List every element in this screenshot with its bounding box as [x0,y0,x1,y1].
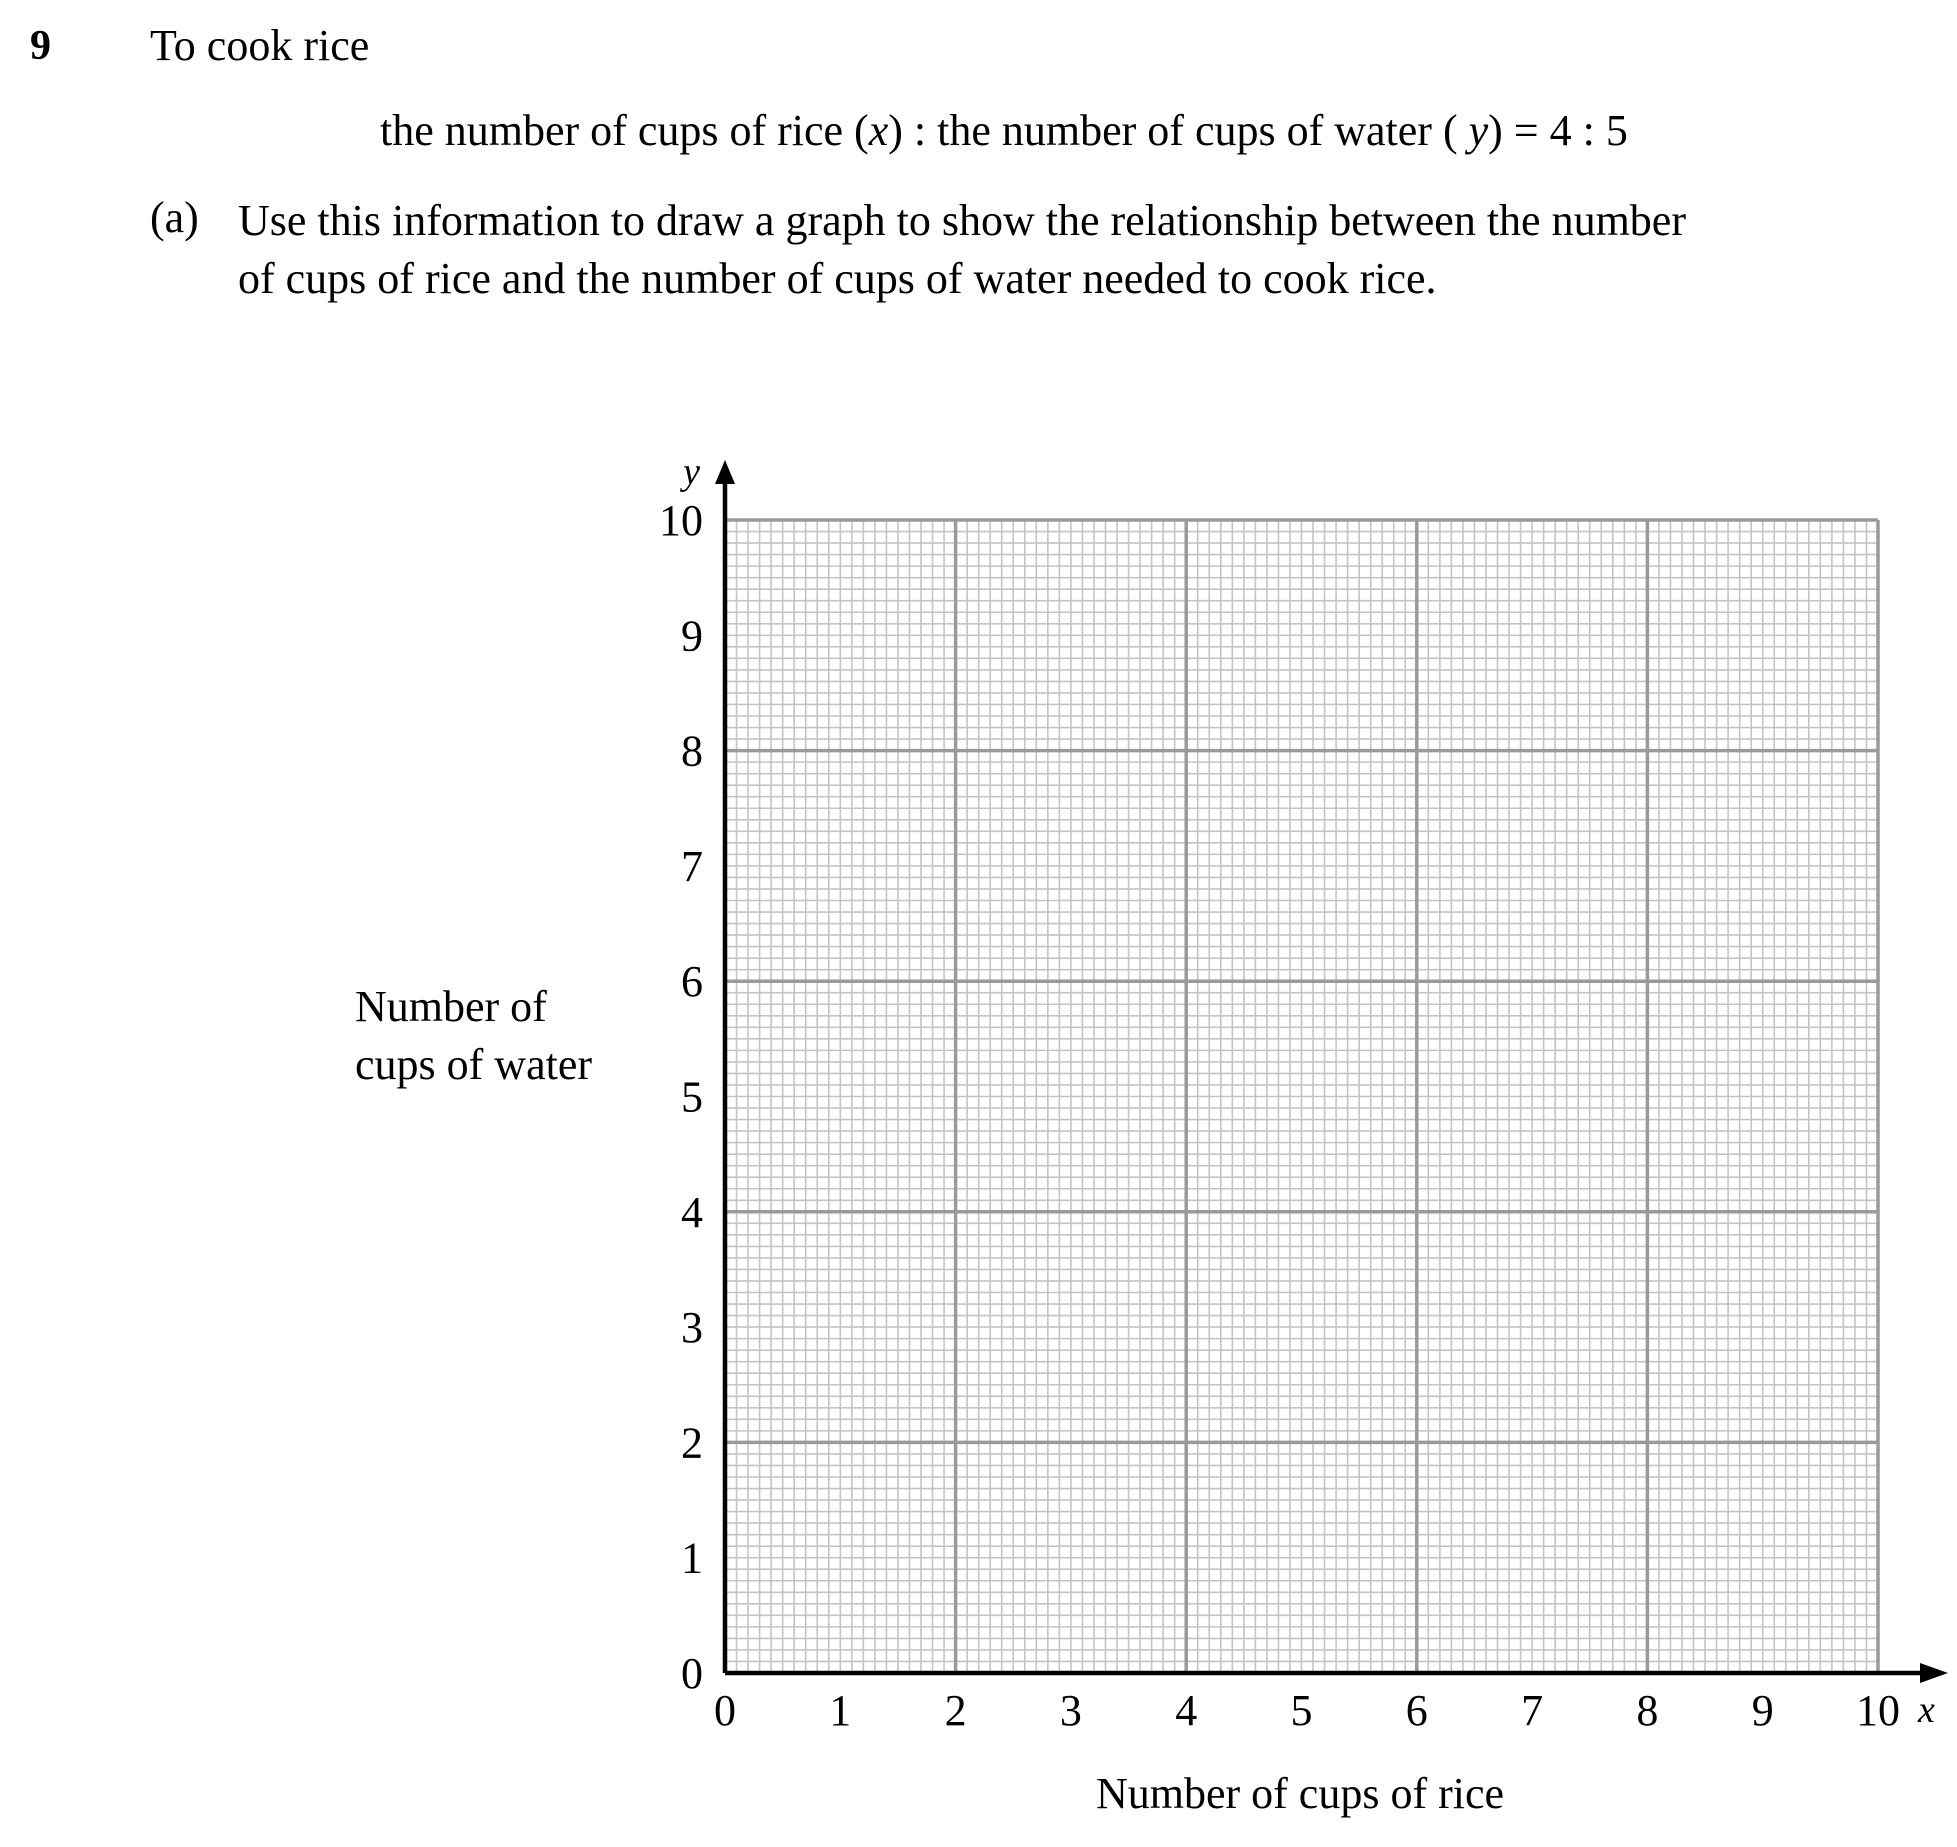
x-tick-label: 3 [1059,1686,1082,1735]
ratio-rice-var: x [868,106,889,155]
x-tick-label: 2 [944,1686,967,1735]
x-tick-label: 4 [1175,1686,1198,1735]
question-number: 9 [30,23,51,69]
x-axis-arrowhead [1920,1663,1948,1683]
x-tick-label: 7 [1521,1686,1544,1735]
question-title: To cook rice [150,21,370,70]
part-a-label: (a) [150,193,199,242]
part-a-line-2: of cups of rice and the number of cups of water needed to cook rice. [238,254,1437,303]
x-tick-label: 0 [714,1686,736,1735]
y-tick-label: 0 [681,1649,703,1698]
ratio-end-text: ) = 4 : 5 [1488,106,1628,155]
y-tick-label: 3 [681,1303,703,1353]
y-axis-symbol: y [683,451,700,493]
ratio-rice-text: the number of cups of rice ( [380,106,869,155]
y-tick-label: 6 [681,957,703,1007]
x-tick-label: 1 [829,1686,852,1735]
part-a-line-1: Use this information to draw a graph to show the relationship between the number [238,196,1686,245]
y-tick-label: 4 [681,1187,703,1237]
y-axis-arrowhead [715,460,735,484]
ratio-mid-text: ) : the number of cups of water ( [888,106,1469,155]
y-tick-label: 10 [659,496,703,545]
x-axis-symbol: x [1918,1689,1935,1731]
y-axis-label-line-2: cups of water [355,1040,593,1089]
x-tick-label: 5 [1290,1686,1313,1735]
x-tick-label: 9 [1751,1686,1774,1735]
y-tick-label: 9 [681,611,703,661]
y-tick-label: 5 [681,1072,703,1122]
ratio-water-var: y [1468,106,1489,155]
x-tick-label: 8 [1636,1686,1659,1735]
y-axis-label-line-1: Number of [355,982,547,1031]
x-tick-label: 6 [1405,1686,1428,1735]
y-tick-label: 8 [681,726,703,776]
y-tick-label: 2 [681,1418,703,1468]
y-tick-label: 1 [681,1533,703,1583]
y-tick-label: 7 [681,841,703,891]
x-axis-label: Number of cups of rice [1095,1769,1505,1818]
x-tick-label: 10 [1856,1686,1900,1735]
